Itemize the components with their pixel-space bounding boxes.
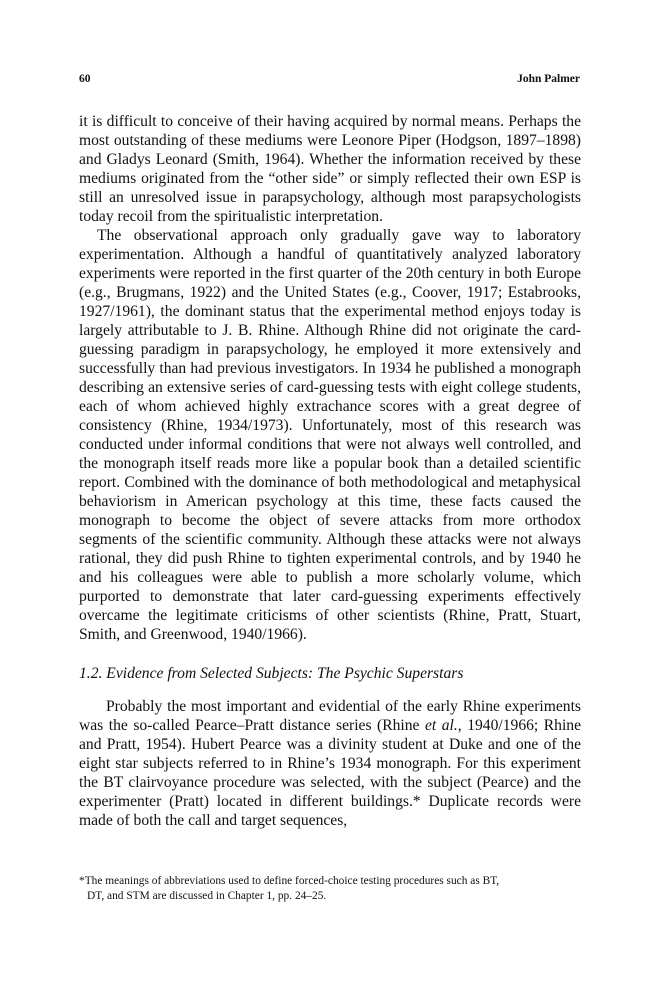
footnote-line-1: *The meanings of abbreviations used to define forced-choice testing procedures such as BT,: [79, 875, 500, 887]
paragraph-text-part1: Probably the most important and evidential of the early Rhine experiments was the so-called Pearce–Pratt distance series (Rhine: [79, 698, 581, 734]
et-al-italic: et al.: [425, 717, 458, 734]
footnote: [79, 874, 581, 904]
section-heading: 1.2. Evidence from Selected Subjects: The Psychic Superstars: [79, 665, 464, 682]
paragraph-pearce-pratt: [79, 697, 581, 830]
footnote-line-2: DT, and STM are discussed in Chapter 1, pp. 24–25.: [87, 890, 327, 902]
page-header: [79, 73, 580, 89]
page-number: 60: [79, 73, 91, 85]
main-text: [79, 112, 581, 830]
paragraph-observational-approach: The observational approach only gradually gave way to laboratory experimentation. Although a handful of quantitatively analyzed laboratory experiments were reported in the first quarter of the 20th century in both Europe (e.g., Brugmans, 1922) and the United States (e.g., Coover, 1917; Estabrooks, 1927/1961), the dominant status that the experimental method enjoys today is largely attributable to J. B. Rhine. Although Rhine did not originate the card-guessing paradigm in parapsychology, he employed it more extensively and successfully than had previous investigators. In 1934 he published a monograph describing an extensive series of card-guessing tests with eight college students, each of whom achieved highly extrachance scores with a great degree of consistency (Rhine, 1934/1973). Unfortunately, most of this research was conducted under informal conditions that were not always well controlled, and the monograph itself reads more like a popular book than a detailed scientific report. Combined with the dominance of both methodological and metaphysical behaviorism in American psychology at this time, these facts caused the monograph to become the object of severe attacks from more orthodox segments of the scientific community. Although these attacks were not always rational, they did push Rhine to tighten experimental controls, and by 1940 he and his colleagues were able to publish a more scholarly volume, which purported to demonstrate that later card-guessing experiments effectively overcame the legitimate criticisms of other scientists (Rhine, Pratt, Stuart, Smith, and Greenwood, 1940/1966).: [79, 227, 581, 643]
running-head: John Palmer: [517, 73, 580, 85]
paragraph-continued: it is difficult to conceive of their having acquired by normal means. Perhaps the most outstanding of these mediums were Leonore Piper (Hodgson, 1897–1898) and Gladys Leonard (Smith, 1964). Whether the information received by these mediums originated from the “other side” or simply reflected their own ESP is still an unresolved issue in parapsychology, although most parapsychologists today recoil from the spiritualistic interpretation.: [79, 113, 581, 225]
paragraph-text-part2: , 1940/1966; Rhine and Pratt, 1954). Hubert Pearce was a divinity student at Duke and one of the eight star subjects referred to in Rhine’s 1934 monograph. For this experiment the BT clairvoyance procedure was selected, with the subject (Pearce) and the experimenter (Pratt) located in different buildings.* Duplicate records were made of both the call and target sequences,: [79, 717, 582, 829]
